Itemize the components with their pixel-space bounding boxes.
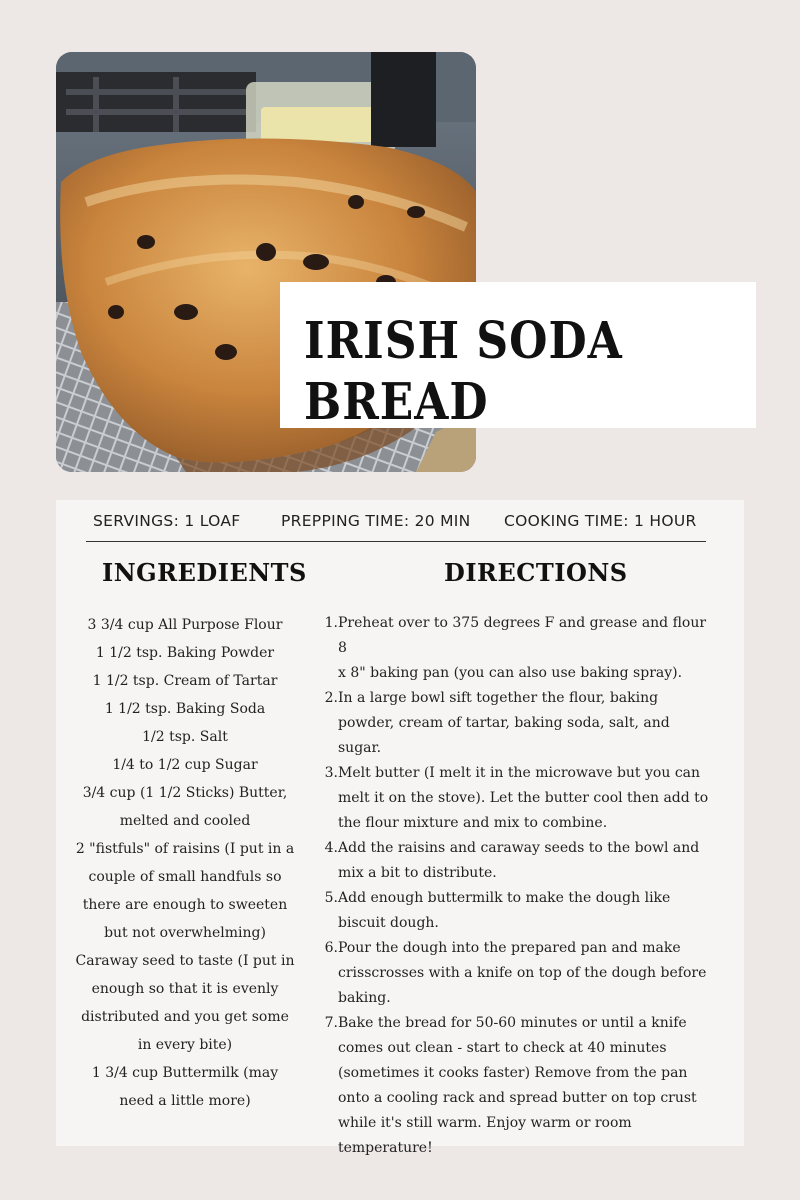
ingredient-line: but not overwhelming) [104, 925, 266, 941]
ingredient-line: 3/4 cup (1 1/2 Sticks) Butter, [82, 785, 288, 801]
direction-step [324, 611, 714, 686]
direction-step [324, 1011, 714, 1161]
ingredient-line: 2 "fistfuls" of raisins (I put in a [75, 841, 295, 857]
step-number: 1. [324, 615, 338, 631]
step-text: melt it on the stove). Let the butter cool then add to [338, 790, 709, 806]
step-text: Bake the bread for 50-60 minutes or until a knife [338, 1015, 687, 1031]
ingredient-line: in every bite) [137, 1037, 233, 1053]
servings-text: SERVINGS: 1 LOAF [93, 512, 241, 530]
meta-divider [86, 541, 706, 542]
step-number: 4. [324, 840, 338, 856]
ingredients-list [74, 611, 296, 1115]
step-text: Add enough buttermilk to make the dough like [338, 890, 671, 906]
ingredient-line: couple of small handfuls so [88, 869, 282, 885]
step-text: temperature! [338, 1140, 433, 1156]
direction-step [324, 836, 714, 886]
recipe-title: IRISH SODA BREAD [304, 312, 623, 432]
recipe-meta [86, 512, 706, 540]
ingredient-line: Caraway seed to taste (I put in [75, 953, 295, 969]
step-text: Pour the dough into the prepared pan and make [338, 940, 681, 956]
ingredient-line: 1 1/2 tsp. Cream of Tartar [92, 673, 278, 689]
step-number: 3. [324, 765, 338, 781]
step-text: Melt butter (I melt it in the microwave but you can [338, 765, 701, 781]
ingredient-line: 1 3/4 cup Buttermilk (may [91, 1065, 279, 1081]
ingredient-line: 1/2 tsp. Salt [142, 729, 228, 745]
step-text: onto a cooling rack and spread butter on top crust [338, 1090, 697, 1106]
direction-step [324, 761, 714, 836]
step-number: 6. [324, 940, 338, 956]
step-text: mix a bit to distribute. [338, 865, 497, 881]
recipe-card [56, 500, 744, 1156]
ingredient-line: need a little more) [119, 1093, 251, 1109]
ingredient-line: 1/4 to 1/2 cup Sugar [112, 757, 258, 773]
step-text: crisscrosses with a knife on top of the dough before [338, 965, 707, 981]
step-text: while it's still warm. Enjoy warm or room [338, 1115, 632, 1131]
ingredient-line: 1 1/2 tsp. Baking Soda [104, 701, 266, 717]
step-text: x 8" baking pan (you can also use baking spray). [338, 665, 683, 681]
step-text: the flour mixture and mix to combine. [338, 815, 608, 831]
ingredient-line: there are enough to sweeten [82, 897, 288, 913]
directions-list [324, 611, 714, 1161]
ingredient-line: 1 1/2 tsp. Baking Powder [95, 645, 275, 661]
step-number: 5. [324, 890, 338, 906]
step-text: powder, cream of tartar, baking soda, salt, and [338, 715, 670, 731]
step-text: sugar. [338, 740, 382, 756]
direction-step [324, 886, 714, 936]
step-text: In a large bowl sift together the flour, baking [338, 690, 659, 706]
directions-heading: DIRECTIONS [444, 558, 628, 587]
step-number: 2. [324, 690, 338, 706]
title-box [280, 282, 756, 432]
direction-step [324, 936, 714, 1011]
prep-time-text: PREPPING TIME: 20 MIN [281, 512, 471, 530]
step-text: Add the raisins and caraway seeds to the bowl and [338, 840, 700, 856]
direction-step [324, 686, 714, 761]
cook-time-text: COOKING TIME: 1 HOUR [504, 512, 697, 530]
step-text: biscuit dough. [338, 915, 439, 931]
ingredients-heading: INGREDIENTS [102, 558, 307, 587]
ingredient-line: distributed and you get some [81, 1009, 289, 1025]
ingredient-line: enough so that it is evenly [91, 981, 279, 997]
step-text: comes out clean - start to check at 40 minutes [338, 1040, 667, 1056]
step-text: (sometimes it cooks faster) Remove from the pan [338, 1065, 688, 1081]
step-number: 7. [324, 1015, 338, 1031]
ingredient-line: 3 3/4 cup All Purpose Flour [87, 617, 283, 633]
step-text: baking. [338, 990, 391, 1006]
ingredient-line: melted and cooled [119, 813, 251, 829]
step-text: Preheat over to 375 degrees F and grease and flour 8 [338, 615, 707, 656]
